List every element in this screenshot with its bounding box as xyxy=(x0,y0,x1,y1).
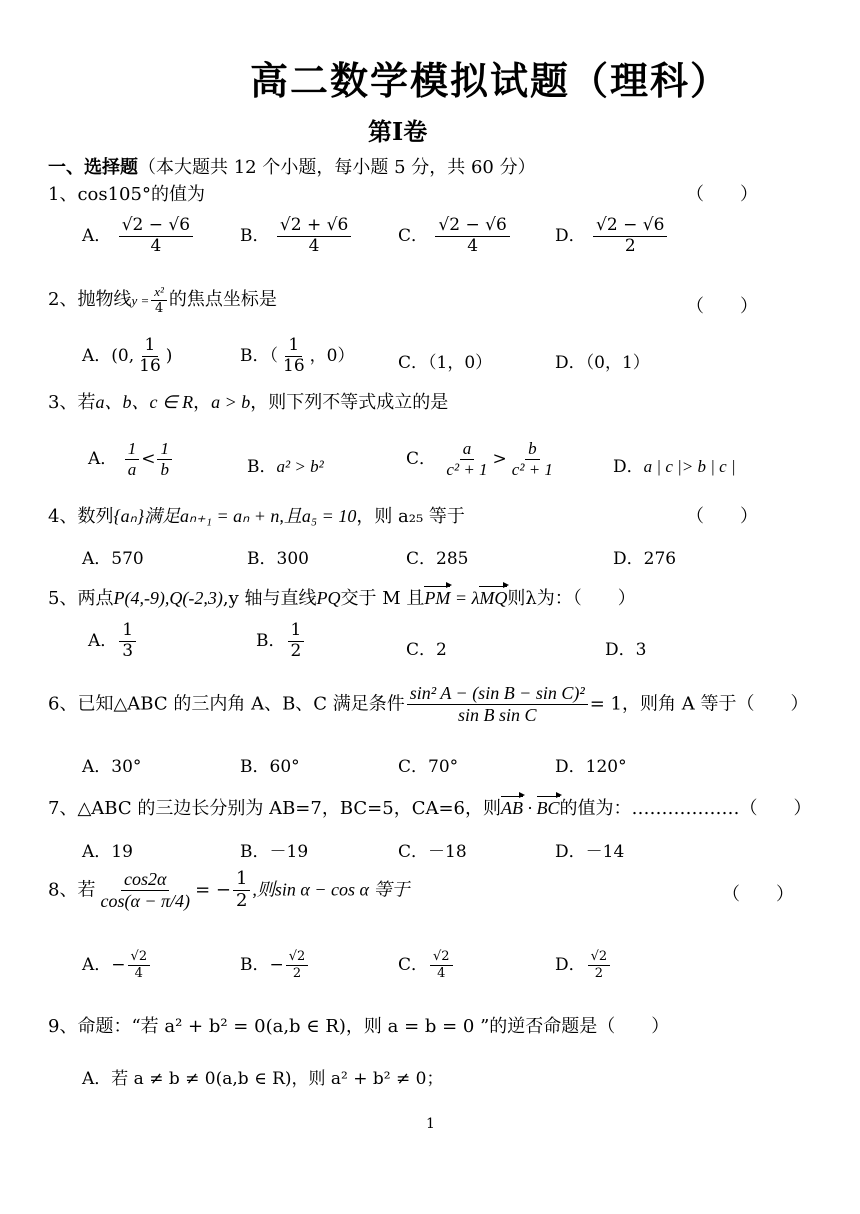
q2-option-d xyxy=(555,348,650,373)
q5-vector-eq: PM = λMQ xyxy=(424,588,508,608)
denominator: 16 xyxy=(283,355,305,376)
option-fraction xyxy=(277,217,351,256)
q1-answer-paren: （ ） xyxy=(686,184,758,205)
q8-option-a xyxy=(82,950,152,981)
option-label: A． xyxy=(88,448,118,469)
q3-option-c: C． $\frac{a}{\text{c² + 1}}$ > $\frac{b}{\text{c² + 1}}$ xyxy=(406,440,558,479)
q6-fraction xyxy=(407,684,588,725)
q2-option-b xyxy=(240,337,354,376)
option-text: 70° xyxy=(428,757,459,777)
denominator: 4 xyxy=(154,300,164,316)
q5-text-suffix: 则λ为：（ ） xyxy=(507,588,636,609)
q3-math1: a、b、c ∈ R xyxy=(95,392,194,412)
q1-number: 1、 xyxy=(48,184,78,205)
q1-option-b xyxy=(240,217,353,256)
option-label: C． xyxy=(406,448,437,469)
option-text: （0，1） xyxy=(585,353,650,373)
option-label: B． xyxy=(240,842,270,862)
q8-option-c xyxy=(398,950,455,981)
question-4-stem xyxy=(48,502,465,528)
q5-line: PQ xyxy=(316,588,341,608)
option-label: C． xyxy=(398,955,429,975)
volume-label: 第Ⅰ卷 xyxy=(368,117,428,146)
q7-text: 7、△ABC 的三边长分别为 AB=7，BC=5，CA=6，则 xyxy=(48,798,502,819)
numerator: √2 − √6 xyxy=(119,217,193,237)
q3-math2: a > b xyxy=(211,392,251,412)
option-label: B． xyxy=(247,549,277,569)
denominator: sin B sin C xyxy=(458,704,537,725)
q3-text: 3、若 xyxy=(48,392,96,413)
q4-text: 4、数列 xyxy=(48,506,114,527)
q4-option-c xyxy=(406,544,468,569)
denominator: 4 xyxy=(437,966,446,981)
denominator: 4 xyxy=(134,966,143,981)
option-label: C． xyxy=(398,757,429,777)
q1-option-d xyxy=(555,217,669,256)
q5-text: 5、两点 xyxy=(48,588,114,609)
option-label: B． xyxy=(256,630,286,651)
q2-answer-paren: （ ） xyxy=(686,296,758,317)
option-label: D． xyxy=(613,457,644,477)
q5-option-b xyxy=(256,622,306,661)
fraction-1-over-b: $\frac{1}{b}$ xyxy=(157,440,172,479)
q9-option-a: A．若 a ≠ b ≠ 0(a,b ∈ R)，则 a² + b² ≠ 0； xyxy=(82,1069,444,1089)
denominator: 16 xyxy=(139,355,161,376)
question-5-stem xyxy=(48,584,636,610)
option-label: C． xyxy=(398,353,429,373)
option-label: B． xyxy=(240,225,270,246)
q6-text: 6、已知△ABC 的三内角 A、B、C 满足条件 xyxy=(48,693,405,715)
denominator: 2 xyxy=(235,889,248,911)
q8-option-b xyxy=(240,950,310,981)
option-math: a² > b² xyxy=(276,457,324,476)
option-label: A． xyxy=(82,345,112,366)
question-3-stem xyxy=(48,388,448,414)
section-heading xyxy=(48,153,536,179)
denominator: 2 xyxy=(594,966,604,981)
option-text: 285 xyxy=(436,549,469,569)
option-pre: （ xyxy=(269,345,278,366)
q7-text-suffix: 的值为：………………（ ） xyxy=(559,798,812,819)
q6-eq: = 1 xyxy=(589,693,622,715)
option-sign: − xyxy=(269,955,284,975)
numerator: 1 xyxy=(288,622,305,642)
q5-text-mid2: 交于 M 且 xyxy=(340,588,425,609)
numerator: √2 xyxy=(286,950,309,966)
numerator: √2 − √6 xyxy=(435,217,509,237)
numerator: sin² A − (sin B − sin C)² xyxy=(407,684,588,705)
q8-text: 8、若 xyxy=(48,879,96,901)
denominator: 2 xyxy=(290,640,302,661)
option-text: 300 xyxy=(276,549,309,569)
question-7-stem xyxy=(48,794,812,820)
option-post: ) xyxy=(165,345,173,366)
denominator: 2 xyxy=(292,966,302,981)
q5-points: P(4,-9),Q(-2,3) xyxy=(113,588,223,608)
q7-option-a xyxy=(82,837,133,862)
q4-math: {aₙ}满足aₙ₊₁ = aₙ + n,且a₅ = 10 xyxy=(113,506,357,526)
option-fraction xyxy=(430,950,453,980)
q3-text-suffix: ，则下列不等式成立的是 xyxy=(250,392,449,413)
option-fraction xyxy=(119,217,193,256)
numerator: √2 + √6 xyxy=(277,217,351,237)
question-2-stem xyxy=(48,285,277,315)
option-label: A． xyxy=(82,842,112,862)
q2-option-c xyxy=(398,348,492,373)
numerator: 1 xyxy=(285,337,302,357)
q8-fraction xyxy=(97,870,193,911)
q1-math: cos105° xyxy=(77,184,151,205)
q8-eq: = − xyxy=(195,879,231,901)
page-number: 1 xyxy=(426,1116,435,1132)
option-math: a | c |> b | c | xyxy=(643,457,736,476)
option-label: B． xyxy=(247,457,277,477)
option-text: 2 xyxy=(436,640,447,660)
question-8-stem xyxy=(48,870,409,911)
numerator: x² xyxy=(151,285,167,301)
q5-text-mid: ,y 轴与直线 xyxy=(222,588,317,609)
option-fraction xyxy=(435,217,509,256)
option-label: A． xyxy=(82,955,112,975)
numerator: √2 xyxy=(430,950,453,966)
option-text: 19 xyxy=(111,842,133,862)
option-fraction xyxy=(288,622,305,661)
option-fraction xyxy=(128,950,151,980)
option-text: 3 xyxy=(635,640,647,660)
option-label: B． xyxy=(240,955,270,975)
option-text: －19 xyxy=(269,842,309,862)
numerator: 1 xyxy=(119,622,136,642)
numerator: √2 xyxy=(128,950,151,966)
q8-answer-paren: （ ） xyxy=(722,884,794,905)
option-text: 60° xyxy=(269,757,300,777)
question-6-stem xyxy=(48,684,808,725)
numerator: cos2α xyxy=(121,870,169,891)
denominator: 4 xyxy=(467,235,479,256)
section-title: 一、选择题 xyxy=(48,157,138,178)
option-text: 120° xyxy=(585,757,627,777)
option-label: D． xyxy=(555,353,586,373)
q3-option-b xyxy=(247,452,324,477)
option-fraction xyxy=(588,950,611,980)
option-label: A． xyxy=(88,630,118,651)
option-label: A． xyxy=(82,225,112,246)
q4-option-a xyxy=(82,544,144,569)
q4-answer-paren: （ ） xyxy=(686,506,758,527)
q3-option-d xyxy=(613,452,736,477)
option-label: D． xyxy=(555,757,586,777)
option-fraction xyxy=(136,337,164,376)
denominator: cos(α − π/4) xyxy=(100,890,191,911)
option-fraction xyxy=(593,217,667,256)
fraction-1-over-a: $\frac{1}{a}$ xyxy=(125,440,140,479)
option-label: B． xyxy=(240,757,270,777)
option-label: D． xyxy=(605,640,636,660)
option-fraction xyxy=(286,950,309,980)
q1-option-a xyxy=(82,217,195,256)
option-label: C． xyxy=(406,640,437,660)
question-1-stem xyxy=(48,180,205,206)
q5-option-a xyxy=(88,622,138,661)
option-text: 276 xyxy=(643,549,677,569)
q3-sep: ， xyxy=(193,392,212,413)
denominator: 4 xyxy=(308,235,320,256)
option-label: C． xyxy=(398,225,429,246)
option-text: 570 xyxy=(111,549,144,569)
option-sign: − xyxy=(111,955,126,975)
q6-option-d xyxy=(555,752,627,777)
q6-option-c xyxy=(398,752,458,777)
q2-y: y = xyxy=(131,293,150,309)
q6-text-suffix: ，则角 A 等于（ ） xyxy=(622,693,809,715)
denominator: 2 xyxy=(624,235,636,256)
option-fraction xyxy=(280,337,308,376)
q4-text-suffix: ，则 a₂₅ 等于 xyxy=(356,506,465,527)
question-9-stem: 9、命题：“若 a² + b² = 0(a,b ∈ R)，则 a = b = 0 ”的逆否命题是（ ） xyxy=(48,1016,670,1037)
option-fraction xyxy=(119,622,136,661)
option-text: －14 xyxy=(585,842,625,862)
q1-text: 的值为 xyxy=(150,184,205,205)
fraction-b-over-c2plus1: $\frac{b}{\text{c² + 1}}$ xyxy=(511,439,553,479)
page-title: 高二数学模拟试题（理科） xyxy=(250,58,731,103)
q5-option-c xyxy=(406,635,447,660)
option-label: D． xyxy=(555,842,586,862)
option-label: C． xyxy=(398,842,429,862)
denominator: 4 xyxy=(150,235,162,256)
numerator: 1 xyxy=(142,337,159,357)
numerator: 1 xyxy=(233,870,250,891)
q7-option-d xyxy=(555,837,624,862)
q2-text: 2、抛物线 xyxy=(48,289,132,311)
option-label: A． xyxy=(82,549,112,569)
option-label: A． xyxy=(82,757,112,777)
q7-dot-product: AB · BC xyxy=(501,798,560,818)
section-note: （本大题共 12 个小题，每小题 5 分，共 60 分） xyxy=(138,157,536,178)
q4-option-d xyxy=(613,544,676,569)
option-post: ，0） xyxy=(309,345,355,366)
q4-option-b xyxy=(247,544,309,569)
q2-fraction xyxy=(151,285,167,315)
fraction-a-over-c2plus1: $\frac{a}{\text{c² + 1}}$ xyxy=(446,439,488,479)
denominator: 3 xyxy=(122,640,134,661)
numerator: √2 − √6 xyxy=(593,217,667,237)
option-label: D． xyxy=(555,955,586,975)
numerator: √2 xyxy=(588,950,611,966)
option-label: D． xyxy=(555,225,586,246)
q2-text-suffix: 的焦点坐标是 xyxy=(168,289,277,311)
option-label: D． xyxy=(613,549,644,569)
q8-option-d xyxy=(555,950,612,981)
option-label: C． xyxy=(406,549,437,569)
q3-option-a: A． $\frac{1}{a}$ < $\frac{1}{b}$ xyxy=(88,440,174,479)
q7-option-c xyxy=(398,837,467,862)
q6-option-a xyxy=(82,752,141,777)
option-text: －18 xyxy=(428,842,467,862)
option-label: B． xyxy=(240,345,270,366)
option-text: （1，0） xyxy=(428,353,493,373)
q6-option-b xyxy=(240,752,300,777)
q1-option-c xyxy=(398,217,512,256)
q7-option-b xyxy=(240,837,308,862)
q2-option-a xyxy=(82,337,172,376)
q5-option-d xyxy=(605,635,646,660)
q8-rhs-fraction xyxy=(233,870,250,911)
option-text: 30° xyxy=(111,757,142,777)
option-pre: (0, xyxy=(111,345,135,366)
q8-text-suffix: ,则sin α − cos α 等于 xyxy=(252,879,410,900)
